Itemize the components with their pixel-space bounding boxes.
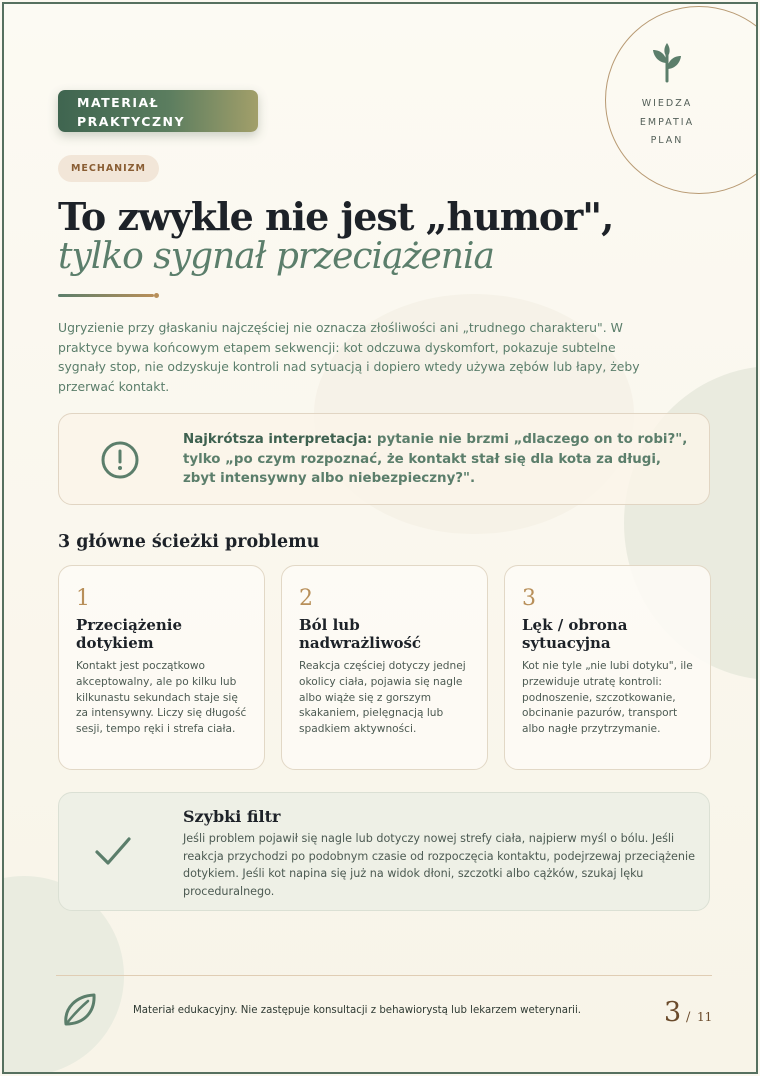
page-frame xyxy=(2,2,758,1074)
quick-filter-box xyxy=(58,792,710,911)
card-number: 3 xyxy=(522,586,536,611)
paths-heading: 3 główne ścieżki problemu xyxy=(58,532,320,552)
card-text: Reakcja częściej dotyczy jednej okolicy ciała, pojawia się nagle albo wiąże się z gorszym skakaniem, pielęgnacją lub spadkiem aktywności. xyxy=(299,660,466,736)
leaf-icon xyxy=(60,990,100,1030)
exclamation-circle-icon xyxy=(101,441,139,479)
callout-body: pytanie nie brzmi „dlaczego on to robi?", tylko „po czym rozpoznać, że kontakt stał się dla kota za długi, zbyt intensywny albo niebezpieczny?". xyxy=(183,432,688,486)
callout-lead: Najkrótsza interpretacja: xyxy=(183,432,373,447)
intro-paragraph: Ugryzienie przy głaskaniu najczęściej nie oznacza złośliwości ani „trudnego charakteru". W praktyce bywa końcowym etapem sekwencji: kot odczuwa dyskomfort, pokazuje subtelne sygnały stop, nie odzyskuje kontroli nad sytuacją i dopiero wtedy używa zębów lub łapy, żeby przerwać kontakt. xyxy=(58,320,640,394)
title-divider xyxy=(58,294,154,297)
page-title: To zwykle nie jest „humor", xyxy=(58,194,614,239)
page-subtitle: tylko sygnał przeciążenia xyxy=(58,236,494,277)
material-type-pill xyxy=(58,90,258,132)
path-card xyxy=(281,565,488,770)
checkmark-icon xyxy=(93,833,133,869)
card-text: Kontakt jest początkowo akceptowalny, ale po kilku lub kilkunastu sekundach staje się za intensywny. Liczy się długość sesji, tempo ręki i strefa ciała. xyxy=(76,660,247,736)
brand-badge xyxy=(605,6,758,194)
path-card xyxy=(504,565,711,770)
card-text: Kot nie tyle „nie lubi dotyku", ile przewiduje utratę kontroli: podnoszenie, szczotkowanie, obcinanie pazurów, transport albo nagłe przytrzymanie. xyxy=(522,660,693,736)
card-number: 1 xyxy=(76,586,90,611)
interpretation-callout xyxy=(58,413,710,505)
sprout-icon xyxy=(648,41,686,83)
page-number: 3 xyxy=(664,997,682,1028)
card-title: Lęk / obrona sytuacyjna xyxy=(522,616,628,652)
pill-line: PRAKTYCZNY xyxy=(77,114,186,129)
pill-line: MATERIAŁ xyxy=(77,95,160,110)
card-title: Przeciążenie dotykiem xyxy=(76,616,183,652)
path-card xyxy=(58,565,265,770)
footer-divider xyxy=(56,975,712,976)
footer-disclaimer: Materiał edukacyjny. Nie zastępuje konsultacji z behawiorystą lub lekarzem weterynarii. xyxy=(133,1005,582,1016)
section-tag: MECHANIZM xyxy=(58,155,159,182)
callout-text xyxy=(183,430,697,489)
filter-title: Szybki filtr xyxy=(183,807,281,826)
title-divider-dot xyxy=(154,293,159,298)
card-number: 2 xyxy=(299,586,313,611)
badge-word: WIEDZA xyxy=(641,98,693,109)
card-title: Ból lub nadwrażliwość xyxy=(299,616,422,652)
page-total: 11 xyxy=(697,1010,713,1024)
page-separator: / xyxy=(686,1010,691,1025)
badge-words xyxy=(624,95,710,151)
filter-text: Jeśli problem pojawił się nagle lub dotyczy nowej strefy ciała, najpierw myśl o bólu. Jeśli reakcja przychodzi po podobnym czasie od rozpoczęcia kontaktu, podejrzewaj przeciążenie dotykiem. Jeśli kot napina się już na widok dłoni, szczotki albo cążków, szukaj lęku proceduralnego. xyxy=(183,832,695,898)
badge-word: EMPATIA xyxy=(639,116,695,128)
badge-word: PLAN xyxy=(650,135,684,146)
